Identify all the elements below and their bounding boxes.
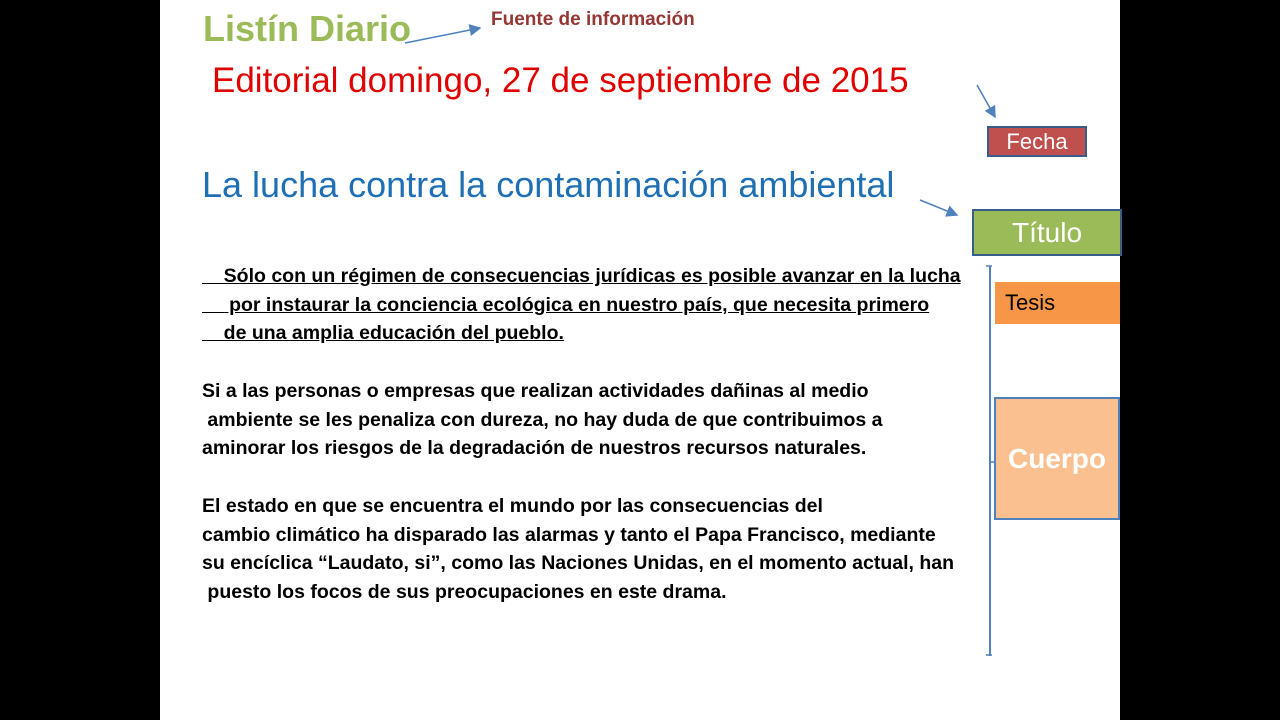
annotation-arrows [160,0,1120,720]
headline: La lucha contra la contaminación ambiental [202,164,895,205]
source-label: Fuente de información [491,9,695,30]
thesis-line: de una amplia educación del pueblo. [202,322,564,345]
body-line: El estado en que se encuentra el mundo por las consecuencias del [202,495,823,517]
body-line: aminorar los riesgos de la degradación de nuestros recursos naturales. [202,437,867,460]
source-name: Listín Diario [203,8,412,49]
body-line: su encíclica “Laudato, si”, como las Naciones Unidas, en el momento actual, han [202,552,955,575]
tesis-label: Tesis [1005,290,1056,315]
body-line: ambiente se les penaliza con dureza, no hay duda de que contribuimos a [202,408,883,431]
titulo-arrow [920,200,957,215]
body-line: puesto los focos de sus preocupaciones en este drama. [202,581,727,604]
body-line: Si a las personas o empresas que realizan actividades dañinas al medio [202,380,869,402]
source-arrow [405,28,480,43]
thesis-line: por instaurar la conciencia ecológica en nuestro país, que necesita primero [202,293,930,316]
body-line: cambio climático ha disparado las alarmas y tanto el Papa Francisco, mediante [202,523,936,546]
editorial-date-line: Editorial domingo, 27 de septiembre de 2015 [212,61,909,100]
fecha-arrow [977,85,995,117]
slide [160,0,1120,720]
titulo-label: Título [1011,216,1083,248]
thesis-line: Sólo con un régimen de consecuencias jurídicas es posible avanzar en la lucha [202,265,961,287]
fecha-label: Fecha [1006,128,1068,154]
cuerpo-label: Cuerpo [1008,442,1106,474]
